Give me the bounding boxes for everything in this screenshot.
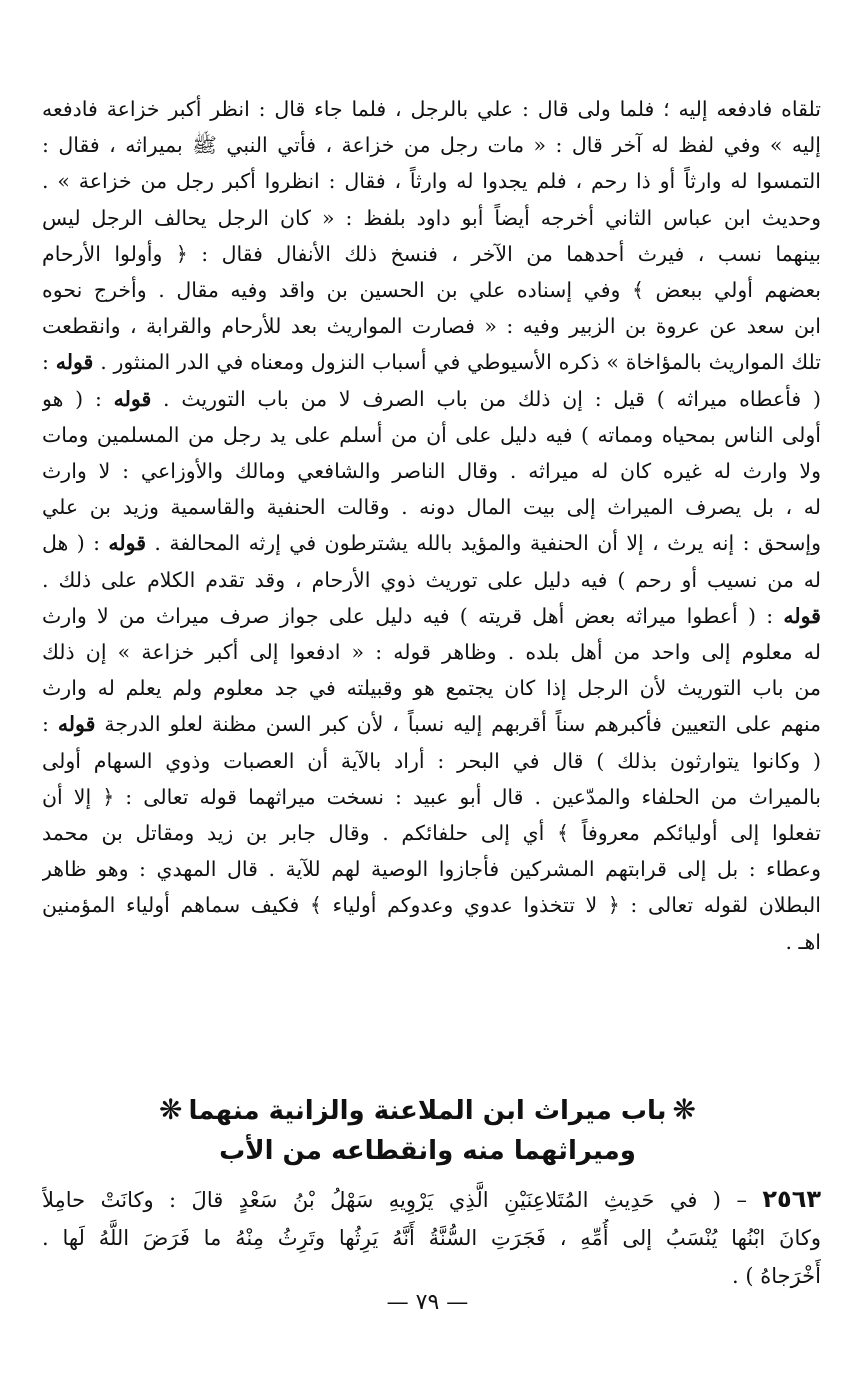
hadith-line-1-text: ( في حَدِيثِ المُتَلاعِنَيْنِ الَّذِي يَرْوِيهِ سَهْلُ بْنُ سَعْدٍ قالَ : وكانَتْ حامِلاً [42,1188,721,1212]
star-ornament-icon: ❋ [672,1093,696,1126]
text-run: وعطاء : بل إلى قرابتهم المشركين فأجازوا الوصية لهم للآية . قال المهدي : وهو ظاهر [42,857,821,882]
text-line [42,887,821,923]
text-run: وحديث ابن عباس الثاني أخرجه أيضاً أبو داود بلفظ : « كان الرجل يحالف الرجل ليس [42,205,821,230]
text-line [42,634,821,670]
text-run: ( وكانوا يتوارثون بذلك ) قال في البحر : أراد بالآية أن العصبات وذوي السهام أولى [42,748,821,773]
text-run: اهـ . [785,929,821,954]
text-run: تلك المواريث بالمؤاخاة » ذكره الأسيوطي في أسباب النزول ومعناه في الدر المنثور . [93,350,821,375]
text-line [42,815,821,851]
text-line [42,670,821,706]
text-line [42,381,821,417]
text-line [42,851,821,887]
text-line [42,525,821,561]
keyword-qawluhu: قوله [55,350,94,375]
text-run: بالميراث من الحلفاء والمدّعين . قال أبو عبيد : نسخت ميراثهما قوله تعالى : ﴿ إلا أن [42,784,821,809]
text-run: التمسوا له وارثاً أو ذا رحم ، فلم يجدوا له وارثاً ، فقال : انظروا أكبر رجل من خزاعة » . [42,169,821,194]
text-line [42,453,821,489]
text-run: له من نسيب أو رحم ) فيه دليل على توريث ذوي الأرحام ، وقد تقدم الكلام على ذلك . [42,567,821,592]
text-run: إليه » وفي لفظ له آخر قال : « مات رجل من خزاعة ، فأتي النبي ﷺ بميراثه ، فقال : [42,133,821,158]
page-number: — ٧٩ — [386,1290,469,1315]
keyword-qawluhu: قوله [57,712,96,737]
chapter-heading [60,1090,795,1171]
text-run: بينهما نسب ، فيرث أحدهما من الآخر ، فنسخ ذلك الأنفال فقال : ﴿ وأولوا الأرحام [42,241,821,266]
text-line [42,344,821,380]
text-line [42,924,821,960]
text-line [42,743,821,779]
text-run: بعضهم أولي ببعض ﴾ وفي إسناده علي بن الحسين بن واقد وفيه مقال . وأخرج نحوه [42,278,821,303]
text-run: : ( هو [42,386,114,411]
keyword-qawluhu: قوله [783,603,821,628]
text-run: تلقاه فادفعه إليه ؛ فلما ولى قال : علي بالرجل ، فلما جاء قال : انظر أكبر خزاعة فادفعه [42,97,821,121]
text-run: تفعلوا إلى أوليائكم معروفاً ﴾ أي إلى حلفائكم . وقال جابر بن زيد ومقاتل بن محمد [42,821,821,846]
text-run: البطلان لقوله تعالى : ﴿ لا تتخذوا عدوي وعدوكم أولياء ﴾ فكيف سماهم أولياء المؤمنين [42,893,821,918]
text-line [42,200,821,236]
text-line [42,706,821,742]
text-line [42,91,821,127]
text-line [42,598,821,634]
hadith-line-3: أَخْرَجاهُ ) . [731,1264,821,1288]
keyword-qawluhu: قوله [113,386,152,411]
text-line [42,272,821,308]
hadith-line-2: وكانَ ابْنُها يُنْسَبُ إلى أُمِّهِ ، فَجَرَتِ السُّنَّةُ أَنَّهُ يَرِثُها وتَرِثُ مِنْهُ ما فَرَضَ اللَّهُ لَها . [42,1226,821,1250]
text-line [42,236,821,272]
text-run: وإسحق : إنه يرث ، إلا أن الحنفية والمؤيد بالله يشترطون في إرثه المحالفة . [146,531,821,556]
text-run: : ( هل [42,531,109,556]
keyword-qawluhu: قوله [108,531,147,556]
text-run: له معلوم إلى واحد من أهل بلده . وظاهر قوله : « ادفعوا إلى أكبر خزاعة » إن ذلك [42,640,821,665]
text-line [42,779,821,815]
chapter-title-line-1: باب ميراث ابن الملاعنة والزانية منهما [188,1096,667,1126]
hadith-dash: – [721,1188,763,1212]
text-line [42,489,821,525]
text-line [42,127,821,163]
text-line [42,308,821,344]
text-line [42,562,821,598]
commentary-text [42,91,821,960]
text-run: من باب التوريث لأن الرجل إذا كان يجتمع هو وقبيلته في جد معلوم ولم يعلم له وارث [42,676,821,701]
text-run: منهم على التعيين فأكبرهم سناً أقربهم إليه نسباً ، لأن كبر السن مظنة لعلو الدرجة [95,712,821,737]
star-ornament-icon: ❋ [159,1093,183,1126]
text-run: : ( أعطوا ميراثه بعض أهل قريته ) فيه دليل على جواز صرف ميراث من لا وارث [42,603,784,628]
text-run: : [42,350,56,375]
hadith-text [42,1180,821,1295]
text-line [42,163,821,199]
text-run: أولى الناس بمحياه ومماته ) فيه دليل على أن من أسلم على يد رجل من المسلمين ومات [42,422,821,447]
chapter-heading-line-1 [60,1090,795,1131]
text-run: ابن سعد عن عروة بن الزبير وفيه : « فصارت المواريث بعد للأرحام والقرابة ، وانقطعت [42,314,821,339]
chapter-title-line-2: وميراثهما منه وانقطاعه من الأب [219,1136,636,1166]
hadith-number: ٢٥٦٣ [762,1185,821,1213]
text-run: له ، بل يصرف الميراث إلى بيت المال دونه . وقالت الحنفية والقاسمية وزيد بن علي [42,495,821,520]
text-run: : [42,712,58,737]
text-run: ولا وارث له غيره كان له ميراثه . وقال الناصر والشافعي ومالك والأوزاعي : لا وارث [42,459,821,484]
text-line [42,417,821,453]
hadith-line-1 [42,1180,821,1219]
text-run: ( فأعطاه ميراثه ) قيل : إن ذلك من باب الصرف لا من باب التوريث . [151,386,821,411]
